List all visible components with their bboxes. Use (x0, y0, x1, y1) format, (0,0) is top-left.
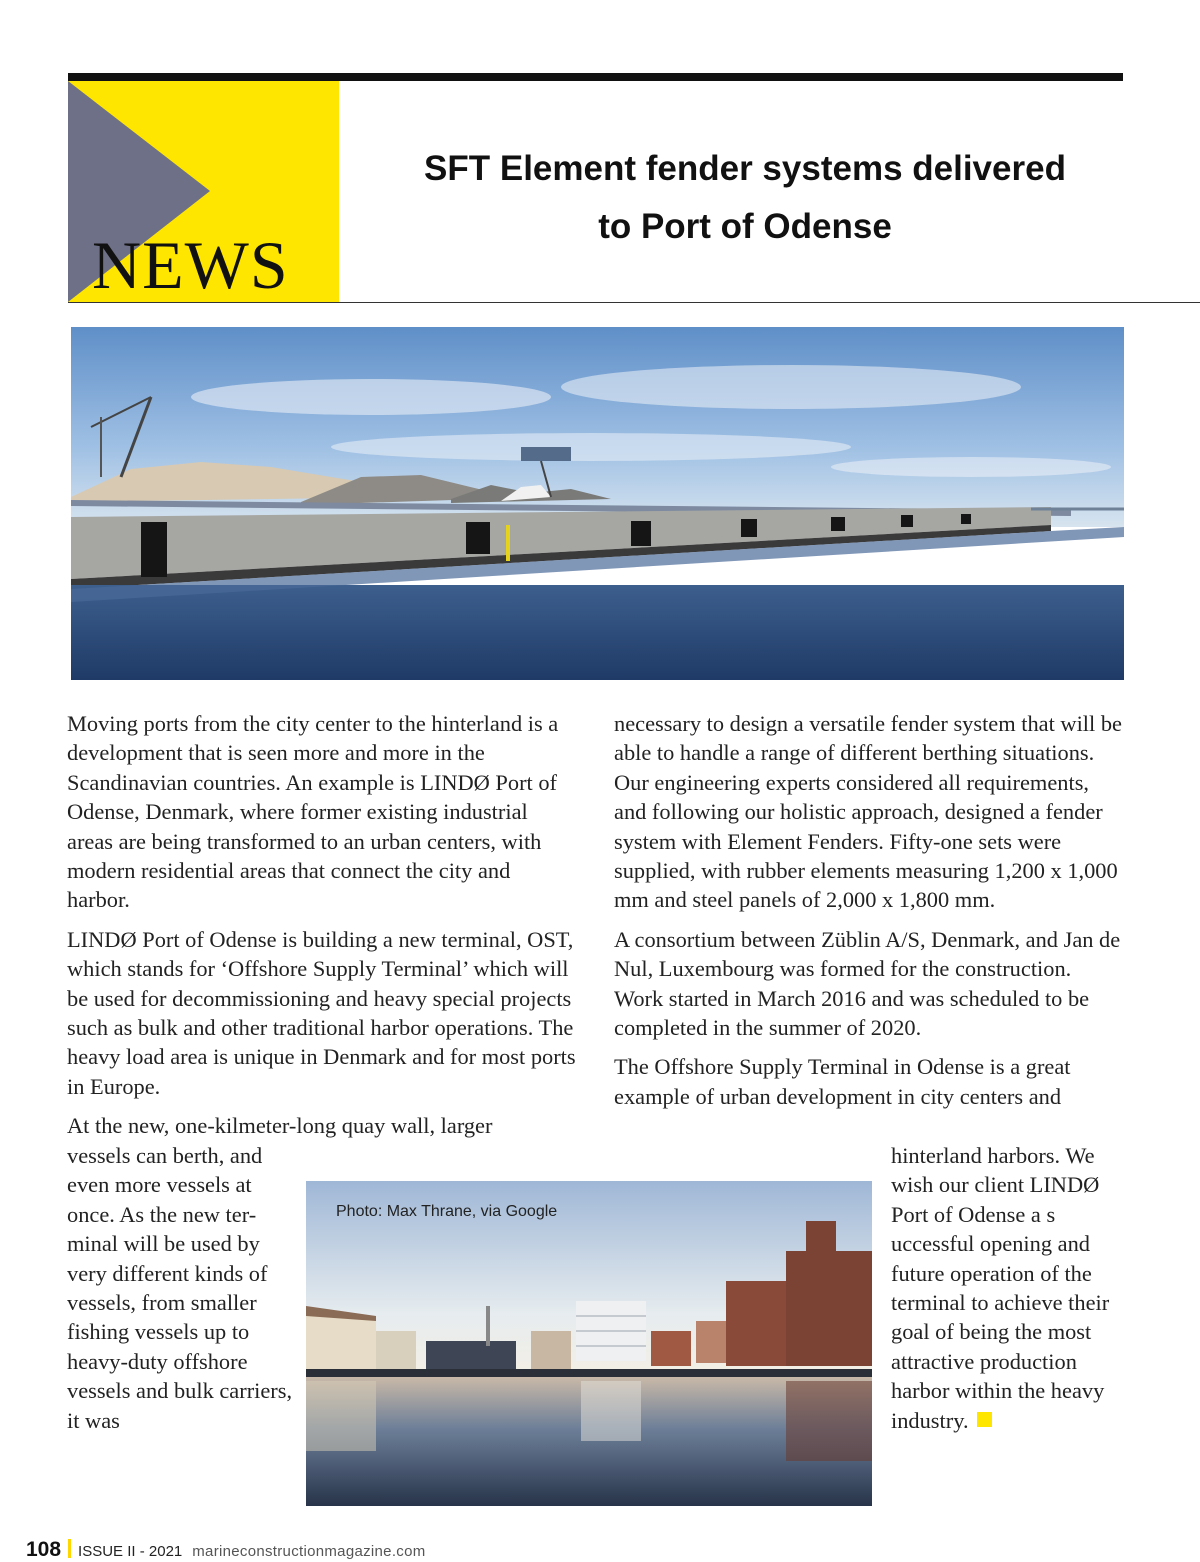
page-footer (26, 1538, 426, 1560)
article-wrap-left: vessels can berth, and even more vessels at once. As the new ter-minal will be used by very different kinds of vessels, from smaller fishing vessels up to heavy-duty offshore vessels and bulk carriers, it was (67, 1143, 293, 1433)
website-url: marineconstructionmagazine.com (192, 1543, 426, 1560)
header-divider (68, 302, 1200, 303)
article-paragraph: The Offshore Supply Terminal in Odense is a great example of urban development in city centers and (614, 1054, 1071, 1109)
end-of-article-mark (977, 1412, 992, 1427)
issue-label: ISSUE II - 2021 (78, 1543, 183, 1560)
page-number: 108 (26, 1538, 62, 1561)
footer-divider (68, 1539, 71, 1558)
article-paragraph: LINDØ Port of Odense is building a new terminal, OST, which stands for ‘Offshore Supply Terminal’ which will be used for decommissioning and heavy special projects such as bulk and other traditional harbor operations. The heavy load area is unique in Denmark and for most ports in Europe. (67, 926, 576, 1099)
photo-credit: Photo: Max Thrane, via Google (336, 1203, 558, 1220)
article-paragraph: At the new, one-kilmeter-long quay wall, larger (67, 1113, 493, 1139)
quay-wall-photo (71, 327, 1124, 680)
news-banner (68, 81, 339, 302)
news-section-label: NEWS (92, 227, 289, 302)
top-rule (68, 73, 1123, 81)
article-title (360, 140, 1130, 256)
article-paragraph: Moving ports from the city center to the hinterland is a development that is seen more and more in the Scandinavian countries. An example is LINDØ Port of Odense, Denmark, where former existing industrial areas are being transformed to an urban centers, with modern residential areas that connect the city and harbor. (67, 711, 559, 913)
title-line-2: to Port of Odense (598, 207, 892, 246)
article-wrap-right (891, 1141, 1131, 1435)
article-column-right (614, 709, 1124, 1121)
title-line-1: SFT Element fender systems delivered (424, 149, 1066, 188)
article-closing-text: hinterland harbors. We wish our client LINDØ Port of Odense a s uccessful opening and future operation of the terminal to achieve their goal of being the most attractive production harbor within the heavy industry. (891, 1143, 1110, 1433)
article-paragraph: A consortium between Züblin A/S, Denmark, and Jan de Nul, Luxembourg was formed for the construction. Work started in March 2016 and was scheduled to be completed in the summer of 2020. (614, 926, 1121, 1041)
article-column-left (67, 709, 577, 1151)
odense-harbor-photo (306, 1181, 872, 1506)
article-paragraph: necessary to design a versatile fender system that will be able to handle a range of different berthing situations. Our engineering experts considered all requirements, and following our holistic approach, designed a fender system with Element Fenders. Fifty-one sets were supplied, with rubber elements measuring 1,200 x 1,000 mm and steel panels of 2,000 x 1,800 mm. (614, 711, 1122, 913)
